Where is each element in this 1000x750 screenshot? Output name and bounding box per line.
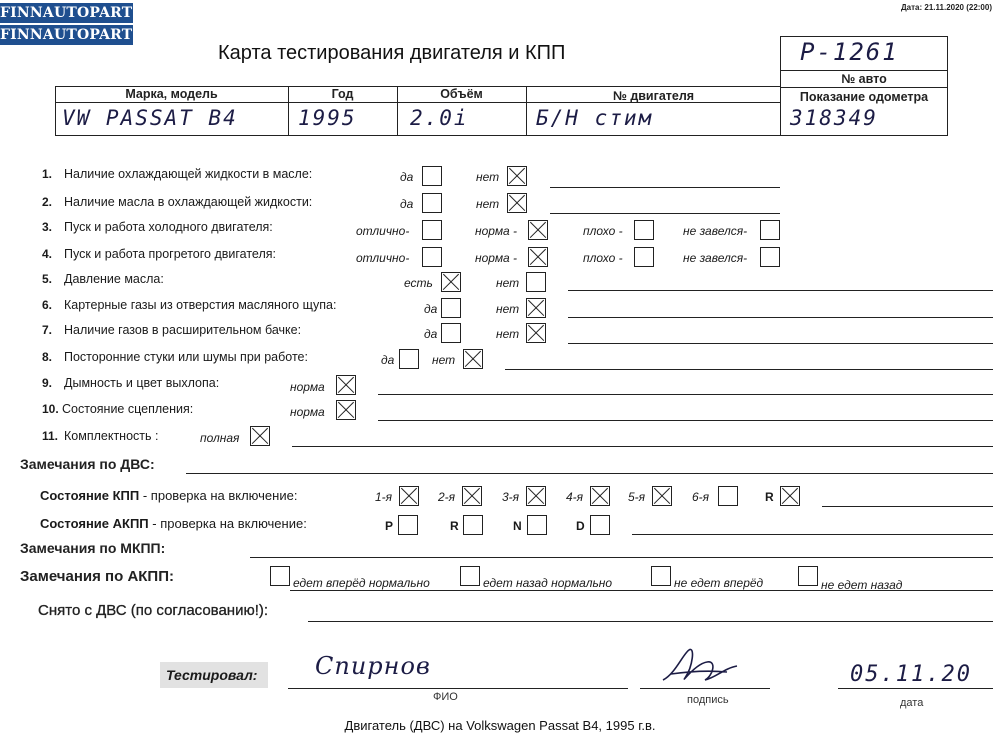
kpp-label-rest: - проверка на включение:	[139, 488, 298, 503]
engine-number-value: Б/Н стим	[536, 106, 654, 130]
akpp-no-backward-checkbox[interactable]	[798, 566, 818, 586]
q4-bad-checkbox[interactable]	[634, 247, 654, 267]
q3-number: 3.	[42, 220, 53, 234]
date-line[interactable]	[838, 688, 993, 689]
q5-present-checkbox[interactable]	[441, 272, 461, 292]
kpp-label-bold: Состояние КПП	[40, 488, 140, 503]
col-volume-header: Объём	[440, 87, 483, 101]
q4-excellent-checkbox[interactable]	[422, 247, 442, 267]
q2-text: Наличие масла в охлаждающей жидкости:	[64, 195, 313, 209]
q4-text: Пуск и работа прогретого двигателя:	[64, 247, 276, 261]
q7-notes-line	[568, 343, 993, 344]
image-caption: Двигатель (ДВС) на Volkswagen Passat B4, 1995 г.в.	[344, 718, 656, 733]
q9-normal-checkbox[interactable]	[336, 375, 356, 395]
q3-opt-excellent: отлично-	[356, 224, 410, 238]
q5-opt-absent: нет	[496, 276, 520, 290]
signature-icon	[655, 644, 745, 690]
q5-text: Давление масла:	[64, 272, 164, 286]
kpp-gear-6-label: 6-я	[692, 490, 710, 504]
q10-normal-checkbox[interactable]	[336, 400, 356, 420]
q7-number: 7.	[42, 323, 53, 337]
make-value: VW PASSAT B4	[62, 106, 238, 130]
akpp-backward-ok-label: едет назад нормально	[483, 576, 613, 590]
q1-number: 1.	[42, 167, 53, 181]
q11-number: 11.	[42, 429, 59, 443]
kpp-gear-r-checkbox[interactable]	[780, 486, 800, 506]
form-title: Карта тестирования двигателя и КПП	[218, 42, 566, 64]
q6-yes-checkbox[interactable]	[441, 298, 461, 318]
signature-label: подпись	[687, 694, 729, 706]
q3-text: Пуск и работа холодного двигателя:	[64, 220, 273, 234]
akpp-label	[40, 516, 307, 531]
q8-opt-no: нет	[432, 353, 456, 367]
akpp-no-forward-label: не едет вперёд	[674, 576, 764, 590]
q11-opt-full: полная	[200, 431, 240, 445]
logo-banner-2: FINNAUTOPARTS	[0, 27, 143, 43]
q9-text: Дымность и цвет выхлопа:	[64, 376, 220, 390]
kpp-label	[40, 488, 297, 503]
odometer-value: 318349	[790, 106, 878, 130]
q6-notes-line	[568, 317, 993, 318]
volume-value: 2.0i	[410, 106, 469, 130]
q4-opt-bad: плохо -	[583, 251, 623, 265]
q4-number: 4.	[42, 247, 53, 261]
kpp-notes-line	[822, 506, 993, 507]
date-label: дата	[900, 697, 924, 709]
q6-no-checkbox[interactable]	[526, 298, 546, 318]
kpp-gear-1-checkbox[interactable]	[399, 486, 419, 506]
akpp-gear-r-checkbox[interactable]	[463, 515, 483, 535]
q5-opt-present: есть	[404, 276, 433, 290]
signature-line[interactable]	[640, 688, 770, 689]
akpp-gear-p-checkbox[interactable]	[398, 515, 418, 535]
akpp-gear-p-label: P	[385, 519, 394, 533]
akpp-gear-n-label: N	[513, 519, 522, 533]
fio-line[interactable]	[288, 688, 628, 689]
kpp-gear-4-label: 4-я	[566, 490, 584, 504]
q5-number: 5.	[42, 272, 53, 286]
q3-opt-nostart: не завелся-	[683, 224, 748, 238]
q4-nostart-checkbox[interactable]	[760, 247, 780, 267]
tested-by-label: Тестировал:	[166, 667, 258, 683]
q8-text: Посторонние стуки или шумы при работе:	[64, 350, 308, 364]
q7-no-checkbox[interactable]	[526, 323, 546, 343]
kpp-gear-2-checkbox[interactable]	[462, 486, 482, 506]
kpp-gear-3-checkbox[interactable]	[526, 486, 546, 506]
col-year-header: Год	[331, 87, 354, 101]
q8-notes-line	[505, 369, 993, 370]
q3-excellent-checkbox[interactable]	[422, 220, 442, 240]
kpp-gear-3-label: 3-я	[502, 490, 520, 504]
q1-text: Наличие охлаждающей жидкости в масле:	[64, 167, 313, 181]
q9-opt-normal: норма	[290, 380, 325, 394]
q10-notes-line	[378, 420, 993, 421]
akpp-gear-d-label: D	[576, 519, 585, 533]
remarks-akpp-label: Замечания по АКПП:	[20, 568, 174, 585]
q4-opt-nostart: не завелся-	[683, 251, 748, 265]
akpp-forward-ok-label: едет вперёд нормально	[293, 576, 430, 590]
akpp-gear-n-checkbox[interactable]	[527, 515, 547, 535]
kpp-gear-1-label: 1-я	[375, 490, 393, 504]
akpp-backward-ok-checkbox[interactable]	[460, 566, 480, 586]
fio-label: ФИО	[433, 691, 458, 703]
remarks-engine-label: Замечания по ДВС:	[20, 456, 155, 472]
q7-opt-no: нет	[496, 327, 520, 341]
q5-absent-checkbox[interactable]	[526, 272, 546, 292]
q4-opt-normal: норма -	[475, 251, 518, 265]
q2-opt-no: нет	[476, 197, 500, 211]
remarks-mkpp-line[interactable]	[250, 557, 993, 558]
q2-number: 2.	[42, 195, 53, 209]
kpp-gear-r-label: R	[765, 490, 774, 504]
kpp-gear-5-label: 5-я	[628, 490, 646, 504]
q1-no-checkbox[interactable]	[507, 166, 527, 186]
q8-no-checkbox[interactable]	[463, 349, 483, 369]
q3-opt-normal: норма -	[475, 224, 518, 238]
q8-yes-checkbox[interactable]	[399, 349, 419, 369]
q2-yes-checkbox[interactable]	[422, 193, 442, 213]
col-make-header: Марка, модель	[125, 87, 218, 101]
akpp-no-forward-checkbox[interactable]	[651, 566, 671, 586]
q7-yes-checkbox[interactable]	[441, 323, 461, 343]
q6-opt-no: нет	[496, 302, 520, 316]
q3-opt-bad: плохо -	[583, 224, 623, 238]
akpp-gear-d-checkbox[interactable]	[590, 515, 610, 535]
akpp-forward-ok-checkbox[interactable]	[270, 566, 290, 586]
q2-notes-line	[550, 213, 780, 214]
remarks-engine-line[interactable]	[186, 473, 993, 474]
divider	[780, 70, 948, 71]
divider	[780, 87, 948, 88]
q3-normal-checkbox[interactable]	[528, 220, 548, 240]
akpp-label-bold: Состояние АКПП	[40, 516, 149, 531]
test-date-handwritten: 05.11.20	[850, 662, 972, 687]
q8-opt-yes: да	[381, 353, 395, 367]
q7-text: Наличие газов в расширительном бачке:	[64, 323, 302, 337]
remarks-mkpp-label: Замечания по МКПП:	[20, 540, 166, 556]
q10-opt-normal: норма	[290, 405, 325, 419]
q3-bad-checkbox[interactable]	[634, 220, 654, 240]
akpp-no-backward-label: не едет назад	[821, 578, 903, 592]
date-stamp: Дата: 21.11.2020 (22:00)	[900, 3, 992, 12]
removed-line[interactable]	[308, 621, 993, 622]
q9-notes-line	[378, 394, 993, 395]
kpp-gear-6-checkbox[interactable]	[718, 486, 738, 506]
q10-number: 10.	[42, 402, 59, 416]
q4-opt-excellent: отлично-	[356, 251, 410, 265]
kpp-gear-4-checkbox[interactable]	[590, 486, 610, 506]
q2-opt-yes: да	[400, 197, 414, 211]
q10-text: Состояние сцепления:	[62, 402, 194, 416]
odometer-label: Показание одометра	[799, 90, 929, 104]
no-auto-label: № авто	[841, 72, 887, 86]
logo-banner-1: FINNAUTOPARTS	[0, 5, 143, 21]
year-value: 1995	[298, 106, 357, 130]
akpp-label-rest: - проверка на включение:	[148, 516, 307, 531]
akpp-notes-line	[632, 534, 993, 535]
kpp-gear-5-checkbox[interactable]	[652, 486, 672, 506]
q8-number: 8.	[42, 350, 53, 364]
p-number-value: P-1261	[800, 38, 899, 66]
tester-name-handwritten: Спирнов	[315, 652, 431, 680]
q1-opt-no: нет	[476, 170, 500, 184]
q4-normal-checkbox[interactable]	[528, 247, 548, 267]
q5-notes-line	[568, 290, 993, 291]
q11-text: Комплектность :	[64, 429, 159, 443]
akpp-gear-r-label: R	[450, 519, 459, 533]
q1-notes-line	[550, 187, 780, 188]
q3-nostart-checkbox[interactable]	[760, 220, 780, 240]
col-engine-header: № двигателя	[612, 89, 695, 103]
q9-number: 9.	[42, 376, 53, 390]
q6-opt-yes: да	[424, 302, 438, 316]
remarks-akpp-line	[290, 590, 993, 591]
q1-opt-yes: да	[400, 170, 414, 184]
q6-text: Картерные газы из отверстия масляного щупа:	[64, 298, 337, 312]
q11-notes-line	[292, 446, 993, 447]
q6-number: 6.	[42, 298, 53, 312]
removed-label: Снято с ДВС (по согласованию!):	[38, 602, 269, 619]
q1-yes-checkbox[interactable]	[422, 166, 442, 186]
kpp-gear-2-label: 2-я	[438, 490, 456, 504]
q11-full-checkbox[interactable]	[250, 426, 270, 446]
q7-opt-yes: да	[424, 327, 438, 341]
q2-no-checkbox[interactable]	[507, 193, 527, 213]
